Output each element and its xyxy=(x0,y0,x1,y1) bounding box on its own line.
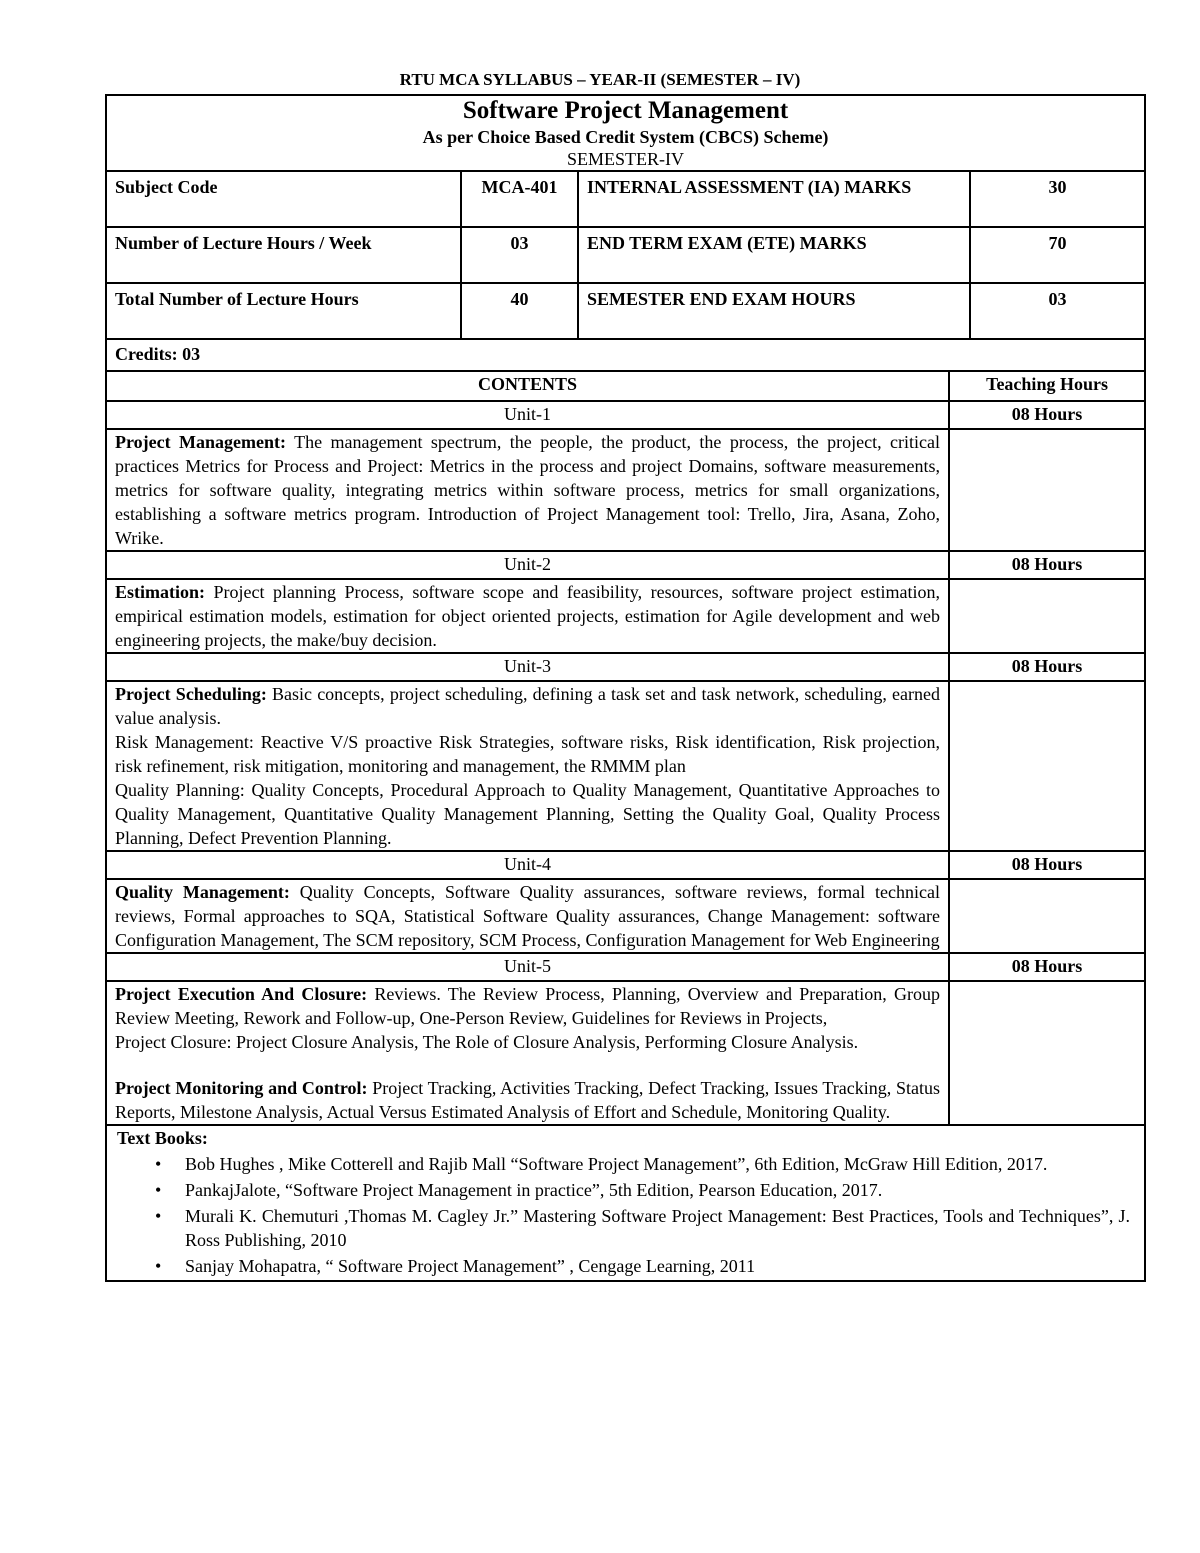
unit-topic-text: Project planning Process, software scope and feasibility, resources, software project estimation, empirical estimation models, estimation for object oriented projects, estimation for Agile development and web engineering projects, the make/buy decision. xyxy=(115,582,940,650)
contents-header-row xyxy=(106,371,1145,401)
text-book-item xyxy=(155,1254,1130,1278)
info-value-2: 03 xyxy=(970,283,1145,339)
unit-hours-cell xyxy=(949,981,1145,1125)
info-row xyxy=(106,171,1145,227)
unit-description xyxy=(106,879,949,953)
unit-header-row xyxy=(106,551,1145,579)
unit-topic-heading: Project Execution And Closure: xyxy=(115,984,368,1004)
unit-paragraph: Project Closure: Project Closure Analysis, The Role of Closure Analysis, Performing Closure Analysis. xyxy=(115,1032,859,1052)
info-label-2: INTERNAL ASSESSMENT (IA) MARKS xyxy=(578,171,970,227)
syllabus-table xyxy=(105,94,1146,1282)
info-value: MCA-401 xyxy=(461,171,578,227)
info-value-2: 70 xyxy=(970,227,1145,283)
unit-topic-text: The management spectrum, the people, the product, the process, the project, critical practices Metrics for Process and Project: Metrics in the process and project Domains, software measurements, metrics for software quality, integrating metrics within software process, metrics for small organizations, establishing a software metrics program. Introduction of Project Management tool: Trello, Jira, Asana, Zoho, Wrike. xyxy=(115,432,940,548)
unit-description xyxy=(106,681,949,851)
unit-topic-text: Quality Concepts, Software Quality assurances, software reviews, formal technical reviews, Formal approaches to SQA, Statistical Software Quality assurances, Change Management: software Configuration Management, The SCM repository, SCM Process, Configuration Management for Web Engineering xyxy=(115,882,940,950)
bullet-icon: • xyxy=(155,1154,162,1174)
info-label: Subject Code xyxy=(106,171,461,227)
unit-description xyxy=(106,429,949,551)
info-row xyxy=(106,227,1145,283)
bullet-icon: • xyxy=(155,1180,162,1200)
unit-header-row xyxy=(106,851,1145,879)
course-subtitle: As per Choice Based Credit System (CBCS) Scheme) xyxy=(422,127,829,147)
unit-content-row xyxy=(106,879,1145,953)
unit-paragraph: Quality Planning: Quality Concepts, Procedural Approach to Quality Management, Quantitative Approaches to Quality Management, Quantitative Quality Management Planning, Setting the Quality Goal, Quality Process Planning, Defect Prevention Planning. xyxy=(115,780,940,848)
contents-header: CONTENTS xyxy=(106,371,949,401)
unit-hours: 08 Hours xyxy=(949,953,1145,981)
unit-hours-cell xyxy=(949,579,1145,653)
teaching-hours-header: Teaching Hours xyxy=(949,371,1145,401)
unit-topic-heading: Project Scheduling: xyxy=(115,684,267,704)
info-value-2: 30 xyxy=(970,171,1145,227)
text-books-cell xyxy=(106,1125,1145,1281)
unit-hours: 08 Hours xyxy=(949,551,1145,579)
unit-content-row xyxy=(106,681,1145,851)
unit-hours: 08 Hours xyxy=(949,401,1145,429)
unit-hours: 08 Hours xyxy=(949,851,1145,879)
text-books-list xyxy=(115,1152,1136,1278)
text-book-citation: PankajJalote, “Software Project Management in practice”, 5th Edition, Pearson Education, 2017. xyxy=(185,1180,883,1200)
text-book-item xyxy=(155,1152,1130,1176)
unit-paragraph xyxy=(115,682,940,730)
unit-hours-cell xyxy=(949,429,1145,551)
unit-description xyxy=(106,579,949,653)
info-label-2: END TERM EXAM (ETE) MARKS xyxy=(578,227,970,283)
info-label: Number of Lecture Hours / Week xyxy=(106,227,461,283)
unit-name: Unit-4 xyxy=(106,851,949,879)
unit-header-row xyxy=(106,653,1145,681)
unit-content-row xyxy=(106,429,1145,551)
text-book-citation: Murali K. Chemuturi ,Thomas M. Cagley Jr.” Mastering Software Project Management: Best Practices, Tools and Techniques”, J. Ross Publishing, 2010 xyxy=(185,1206,1131,1250)
unit-topic-heading: Project Monitoring and Control: xyxy=(115,1078,368,1098)
unit-name: Unit-5 xyxy=(106,953,949,981)
unit-content-row xyxy=(106,981,1145,1125)
info-label: Total Number of Lecture Hours xyxy=(106,283,461,339)
info-row xyxy=(106,283,1145,339)
unit-topic-text: Basic concepts, project scheduling, defining a task set and task network, scheduling, earned value analysis. xyxy=(115,684,940,728)
unit-topic-heading: Estimation: xyxy=(115,582,205,602)
unit-topic-heading: Quality Management: xyxy=(115,882,290,902)
unit-paragraph xyxy=(115,1076,940,1124)
title-cell xyxy=(106,95,1145,171)
unit-content-row xyxy=(106,579,1145,653)
unit-paragraph: Risk Management: Reactive V/S proactive Risk Strategies, software risks, Risk identification, Risk projection, risk refinement, risk mitigation, monitoring and management, the RMMM plan xyxy=(115,732,940,776)
credits-row xyxy=(106,339,1145,371)
unit-name: Unit-2 xyxy=(106,551,949,579)
text-books-row xyxy=(106,1125,1145,1281)
text-books-heading: Text Books: xyxy=(117,1128,208,1148)
bullet-icon: • xyxy=(155,1256,162,1276)
info-value: 40 xyxy=(461,283,578,339)
paragraph-gap xyxy=(115,1054,940,1076)
unit-hours-cell xyxy=(949,681,1145,851)
unit-topic-text: Project Tracking, Activities Tracking, Defect Tracking, Issues Tracking, Status Reports, Milestone Analysis, Actual Versus Estimated Analysis of Effort and Schedule, Monitoring Quality. xyxy=(115,1078,940,1122)
unit-hours: 08 Hours xyxy=(949,653,1145,681)
title-row xyxy=(106,95,1145,171)
unit-name: Unit-1 xyxy=(106,401,949,429)
text-book-citation: Sanjay Mohapatra, “ Software Project Management” , Cengage Learning, 2011 xyxy=(185,1256,756,1276)
text-book-citation: Bob Hughes , Mike Cotterell and Rajib Mall “Software Project Management”, 6th Edition, McGraw Hill Edition, 2017. xyxy=(185,1154,1048,1174)
unit-topic-heading: Project Management: xyxy=(115,432,287,452)
unit-paragraph xyxy=(115,982,940,1030)
unit-name: Unit-3 xyxy=(106,653,949,681)
unit-description xyxy=(106,981,949,1125)
text-book-item xyxy=(155,1204,1131,1252)
unit-header-row xyxy=(106,401,1145,429)
text-book-item xyxy=(155,1178,1130,1202)
page-header: RTU MCA SYLLABUS – YEAR-II (SEMESTER – IV) xyxy=(399,70,801,89)
info-label-2: SEMESTER END EXAM HOURS xyxy=(578,283,970,339)
unit-header-row xyxy=(106,953,1145,981)
course-semester: SEMESTER-IV xyxy=(567,149,685,169)
unit-hours-cell xyxy=(949,879,1145,953)
credits: Credits: 03 xyxy=(106,339,1145,371)
unit-topic-text: Reviews. The Review Process, Planning, Overview and Preparation, Group Review Meeting, Rework and Follow-up, One-Person Review, Guidelines for Reviews in Projects, xyxy=(115,984,940,1028)
bullet-icon: • xyxy=(155,1206,162,1226)
course-title: Software Project Management xyxy=(462,97,789,124)
info-value: 03 xyxy=(461,227,578,283)
